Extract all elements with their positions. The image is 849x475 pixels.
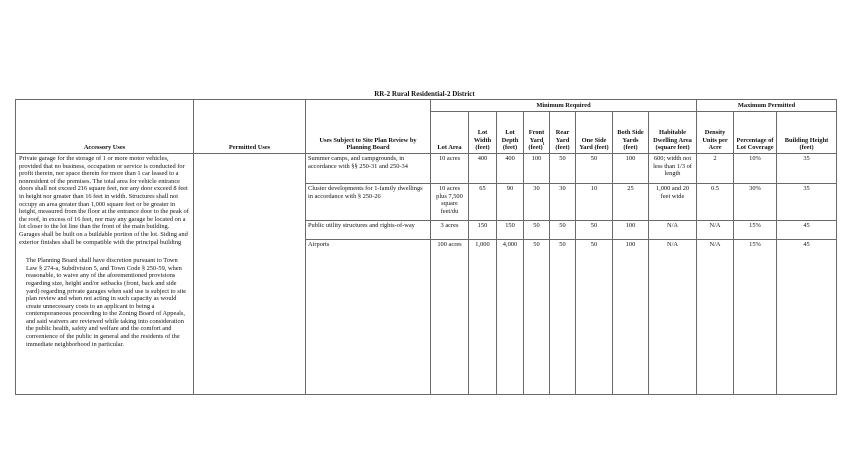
habitable-area-cell: 1,000 and 20 feet wide <box>649 184 697 221</box>
rear-yard-cell: 50 <box>550 221 576 240</box>
use-cell: Airports <box>306 240 431 395</box>
lot-depth-cell: 150 <box>497 221 524 240</box>
building-height-cell: 35 <box>777 184 837 221</box>
lot-depth-cell: 400 <box>497 154 524 184</box>
coverage-cell: 15% <box>734 221 777 240</box>
header-both-side-yards: Both Side Yards (feet) <box>613 112 649 154</box>
header-front-yard <box>524 112 550 154</box>
header-site-plan-uses: Uses Subject to Site Plan Review by Planning Board <box>306 100 431 154</box>
lot-area-cell: 10 acres <box>431 154 469 184</box>
both-side-yards-cell: 100 <box>613 240 649 395</box>
lot-area-cell: 100 acres <box>431 240 469 395</box>
rear-yard-cell: 50 <box>550 240 576 395</box>
header-row-group <box>16 100 837 112</box>
front-yard-cell: 30 <box>524 184 550 221</box>
density-cell: N/A <box>697 221 734 240</box>
habitable-area-cell: N/A <box>649 221 697 240</box>
rear-yard-cell: 30 <box>550 184 576 221</box>
header-building-height: Building Height (feet) <box>777 112 837 154</box>
front-yard-cell: 50 <box>524 240 550 395</box>
use-cell: Public utility structures and rights-of-way <box>306 221 431 240</box>
front-yard-cell: 100 <box>524 154 550 184</box>
building-height-cell: 45 <box>777 240 837 395</box>
building-height-cell: 45 <box>777 221 837 240</box>
header-permitted-uses: Permitted Uses <box>194 100 306 154</box>
table-row <box>16 154 837 184</box>
coverage-cell: 15% <box>734 240 777 395</box>
header-one-side-yard: One Side Yard (feet) <box>576 112 613 154</box>
header-lot-area: Lot Area <box>431 112 469 154</box>
use-cell: Summer camps, and campgrounds, in accordance with §§ 250-31 and 250-34 <box>306 154 431 184</box>
rear-yard-cell: 50 <box>550 154 576 184</box>
permitted-uses-cell <box>194 154 306 395</box>
accessory-paragraph-garage: Private garage for the storage of 1 or more motor vehicles, provided that no business, occupation or service is conducted for profit therein, nor space therein for more than 1 car leased to a nonresident of the premises. The total area for vehicle entrance doors shall not exceed 216 square feet, nor any door exceed 8 feet in height nor greater than 16 feet in width. Structures shall not occupy an area greater than 1,000 square feet or be greater in height, measured from the floor at the entrance door to the peak of the roof, in excess of 16 feet, nor may any garage be located on a lot closer to the lot line than the front of the main building. Garages shall be built on a buildable portion of the lot. Siding and exterior finishes shall be compatible with the principal building <box>19 155 189 246</box>
coverage-cell: 10% <box>734 154 777 184</box>
lot-width-cell: 65 <box>469 184 497 221</box>
lot-depth-cell: 4,000 <box>497 240 524 395</box>
header-habitable-area: Habitable Dwelling Area (square feet) <box>649 112 697 154</box>
footnote-marker: 1 <box>542 141 545 147</box>
lot-depth-cell: 90 <box>497 184 524 221</box>
density-cell: 0.5 <box>697 184 734 221</box>
both-side-yards-cell: 100 <box>613 154 649 184</box>
habitable-area-cell: 600; width not less than 1/3 of length <box>649 154 697 184</box>
coverage-cell: 30% <box>734 184 777 221</box>
header-lot-depth: Lot Depth (feet) <box>497 112 524 154</box>
density-cell: N/A <box>697 240 734 395</box>
lot-width-cell: 150 <box>469 221 497 240</box>
use-cell: Cluster developments for 1-family dwellings in accordance with § 250-26 <box>306 184 431 221</box>
header-front-yard-label: Front Yard (feet) <box>528 129 545 152</box>
header-coverage: Percentage of Lot Coverage <box>734 112 777 154</box>
one-side-yard-cell: 50 <box>576 221 613 240</box>
one-side-yard-cell: 10 <box>576 184 613 221</box>
lot-area-cell: 3 acres <box>431 221 469 240</box>
table-title: RR-2 Rural Residential-2 District <box>374 90 475 98</box>
lot-area-cell: 10 acres plus 7,500 square feet/du <box>431 184 469 221</box>
accessory-paragraph-waiver: The Planning Board shall have discretion pursuant to Town Law § 274-a, Subdivision 5, and Town Code § 250-59, when reasonable, to waive any of the aforementioned provisions regarding size, height and/or setbacks (front, back and side yard) regarding private garages when said use is subject to site plan review and when not acting in such capacity as would create unnecessary costs to an applicant to being a contemporaneous proceeding to the Zoning Board of Appeals, and said waivers are reviewed while taking into consideration the public health, safety and welfare and the comfort and convenience of the public in general and the residents of the immediate neighborhood in particular. <box>26 257 187 348</box>
header-minimum-required: Minimum Required <box>431 100 697 112</box>
one-side-yard-cell: 50 <box>576 154 613 184</box>
front-yard-cell: 50 <box>524 221 550 240</box>
header-lot-width: Lot Width (feet) <box>469 112 497 154</box>
lot-width-cell: 400 <box>469 154 497 184</box>
both-side-yards-cell: 25 <box>613 184 649 221</box>
density-cell: 2 <box>697 154 734 184</box>
both-side-yards-cell: 100 <box>613 221 649 240</box>
header-density: Density Units per Acre <box>697 112 734 154</box>
lot-width-cell: 1,000 <box>469 240 497 395</box>
building-height-cell: 35 <box>777 154 837 184</box>
header-rear-yard: Rear Yard (feet) <box>550 112 576 154</box>
habitable-area-cell: N/A <box>649 240 697 395</box>
header-maximum-permitted: Maximum Permitted <box>697 100 837 112</box>
zoning-table <box>15 99 837 395</box>
accessory-uses-cell <box>16 154 194 395</box>
header-accessory-uses: Accessory Uses <box>16 100 194 154</box>
one-side-yard-cell: 50 <box>576 240 613 395</box>
